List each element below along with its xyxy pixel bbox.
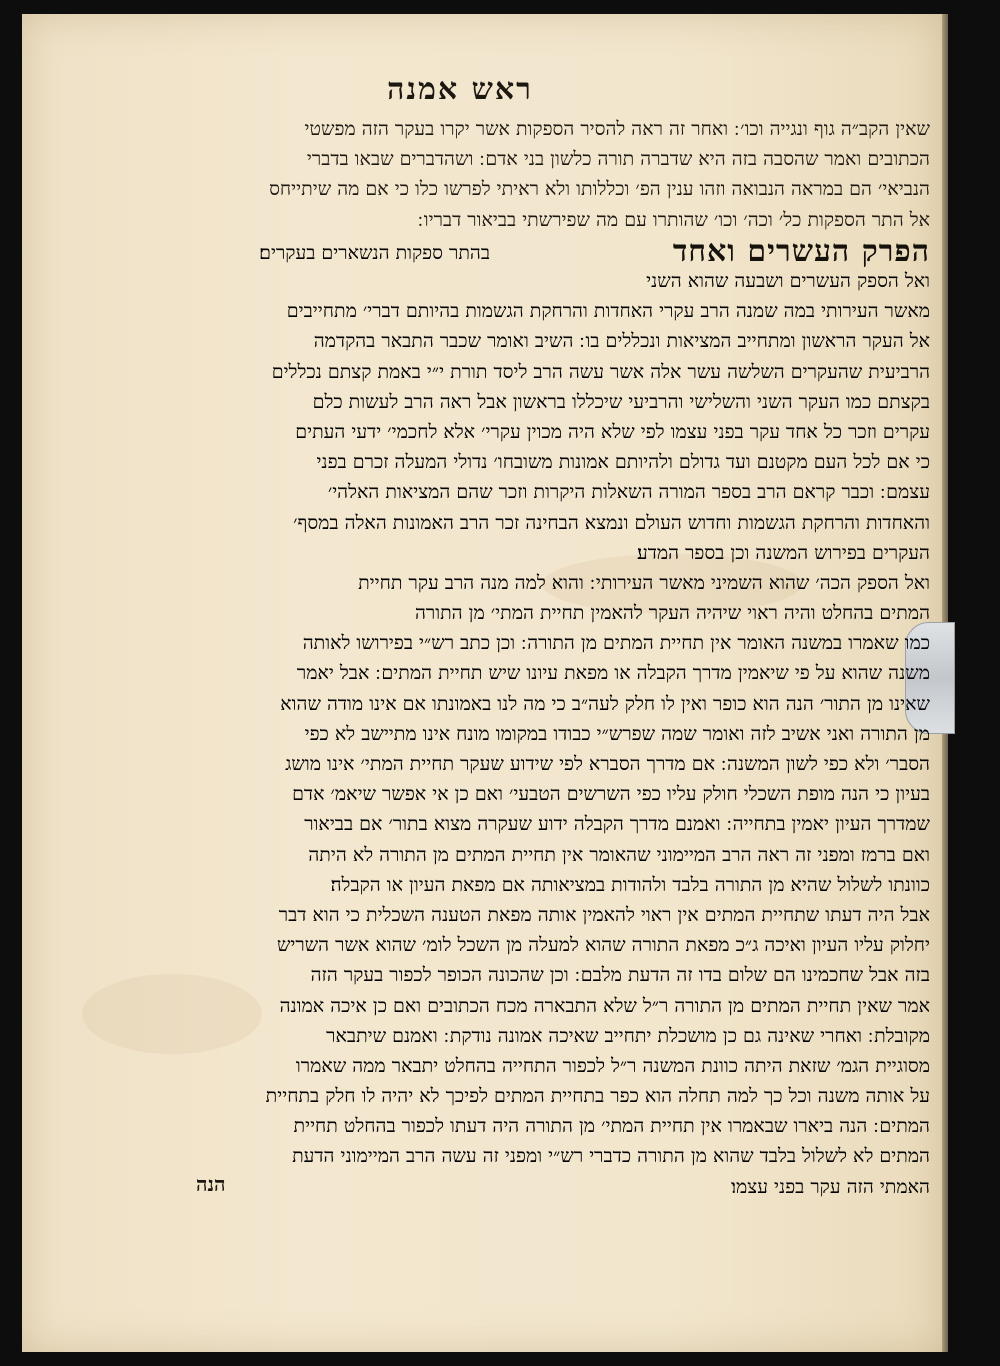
- text-line: ואל הספק העשרים ושבעה שהוא השני: [646, 270, 930, 292]
- text-line: והאחדות והרחקת הגשמות וחדוש העולם ונמצא הבחינה זכר הרב האמונות האלה במסף׳: [293, 511, 930, 534]
- text-line: הרביעית שהעקרים השלשה עשר אלה אשר עשה הרב ליסד תורת י״י באמת קצתם נכללים: [271, 360, 930, 383]
- text-line: בזה אבל שחכמינו הם שלום בדו זה הדעת מלבם ׃ וכן שהכונה הכופר לכפור בעקר הזה: [310, 964, 930, 987]
- intro-paragraph: [90, 114, 930, 235]
- text-line: מסוגיית הגמ׳ שזאת היתה כוונת המשנה ר״ל לכפור התחייה בהחלט יתבאר ממה שאמרו: [295, 1054, 930, 1077]
- text-line: המתים בהחלט והיה ראוי שיהיה העקר להאמין תחיית המתי׳ מן התורה: [414, 602, 930, 625]
- text-line: בעיון כי הנה מופת השכלי חולק עליו כפי השרשים הטבעי׳ ואם כן אי אפשר שיאמ׳ אדם: [292, 783, 930, 806]
- text-line: העקרים בפירוש המשנה וכן בספר המדע׃: [636, 541, 930, 564]
- chapter-subheading: בהתר ספקות הנשארים בעקרים׃: [259, 242, 490, 264]
- text-line: ואם ברמז ומפני זה ראה הרב המיימוני שהאומר אין תחיית המתים מן התורה לא היתה: [308, 843, 930, 866]
- text-line: הסבר׳ ולא כפי לשון המשנה ׃ אם מדרך הסברא לפי שידוע שעקר תחיית המתי׳ אינו מושג: [285, 753, 930, 775]
- text-line: המתים לא לשלול בלבד שהוא מן התורה כדברי רש״י ומפני זה עשה הרב המיימוני הדעת: [292, 1145, 930, 1168]
- text-line: אל התר הספקות כל׳ וכה׳ וכו׳ שהותרו עם מה שפירשתי בביאור דבריו ׃: [417, 208, 930, 231]
- text-line: יחלוק עליו העיון ואיכה ג״כ מפאת התורה שהוא למעלה מן השכל לומ׳ שהוא אשר השריש: [276, 934, 930, 957]
- text-line: אמר שאין תחיית המתים מן התורה ר״ל שלא התבארה מכח הכתובים ואם כן איכה אמונה: [279, 994, 930, 1017]
- text-line: שאין הקב״ה גוף ונגייה וכו׳ ׃ ואחר זה ראה להסיר הספקות אשר יקרו בעקר הזה מפשטי: [304, 118, 930, 140]
- running-title: ראש אמנה: [387, 72, 533, 107]
- text-line: עקרים וזכר כל אחד עקר בפני עצמו לפי שלא היה מכוין עקרי׳ אלא לחכמי׳ ידעי העתים: [295, 420, 930, 443]
- text-line: כוונתו לשלול שהיא מן התורה בלבד ולהודות במציאותה אם מפאת העיון או הקבלה׃: [330, 873, 930, 896]
- text-line: הנביאי׳ הם במראה הנבואה וזהו ענין הפ׳ וכללותו ולא ראיתי לפרשו כלו כי אם מה שיתייחס: [269, 178, 930, 201]
- text-line: המתים ׃ הנה ביארו שבאמרו אין תחיית המתי׳ מן התורה היה דעתו לכפור בהחלט תחיית: [293, 1115, 930, 1138]
- text-line: האמתי הזה עקר בפני עצמו׃: [731, 1175, 930, 1198]
- text-line: אבל היה דעתו שתחיית המתים אין ראוי להאמין אותה מפאת הטענה השכלית כי הוא דבר: [278, 903, 930, 926]
- text-line: ואל הספק הכה׳ שהוא השמיני מאשר העירותי ׃ והוא למה מנה הרב עקר תחיית: [358, 571, 930, 594]
- text-line: משנה שהוא על פי שיאמין מדרך הקבלה או מפאת עיונו שיש תחיית המתים ׃ אבל יאמר: [296, 662, 930, 685]
- text-line: עצמם ׃ וכבר קראם הרב בספר המורה השאלות היקרות וזכר שהם המציאות האלהי׳: [327, 481, 930, 504]
- text-line: מקובלת ׃ ואחרי שאינה גם כן מושכלת יתחייב שאיכה אמונה נודקת ׃ ואמנם שיתבאר: [326, 1024, 930, 1047]
- text-line: הכתובים ואמר שהסבה בזה היא שדברה תורה כלשון בני אדם ׃ ושהדברים שבאו בדברי: [306, 148, 930, 171]
- text-line: בקצתם כמו העקר השני והשלישי והרביעי שיכללו בראשון אבל ראה הרב לעשות כלם: [312, 390, 930, 413]
- text-line: כי אם לכל העם מקטנם ועד גדולם ולהיותם אמונות משובחו׳ נדולי המעלה זכרם בפני: [316, 451, 930, 474]
- chapter-heading: הפרק העשרים ואחד: [672, 234, 930, 269]
- catchword: הנה: [196, 1172, 226, 1196]
- text-line: כמו שאמרו במשנה האומר אין תחיית המתים מן התורה ׃ וכן כתב רש״י בפירושו לאותה: [302, 632, 930, 655]
- body-text: [90, 266, 930, 1202]
- text-line: אל העקר הראשון ומתחייב המציאות ונכללים בו ׃ השיב ואומר שכבר התבאר בהקדמה: [313, 330, 930, 353]
- text-line: מאשר העירותי במה שמנה הרב עקרי האחדות והרחקת הגשמות בהיותם דברי׳ מתחייבים: [286, 300, 930, 323]
- text-line: על אותה משנה וכל כך למה תחלה הוא כפר בתחיית המתים לפיכך לא יהיה לו חלק בתחיית: [265, 1085, 930, 1108]
- text-line: שמדרך העיון יאמין בתחייה ׃ ואמנם מדרך הקבלה ידוע שעקרה מצוא בתור׳ אם בביאור: [304, 813, 930, 836]
- text-line: מן התורה ואני אשיב לזה ואומר שמה שפרש״י כבודו במקומו מונח אינו מתיישב לא כפי: [304, 722, 930, 745]
- text-line: שאינו מן התור׳ הנה הוא כופר ואין לו חלק לעה״ב כי מה לנו באמונתו אם אינו מודה שהוא: [280, 692, 930, 715]
